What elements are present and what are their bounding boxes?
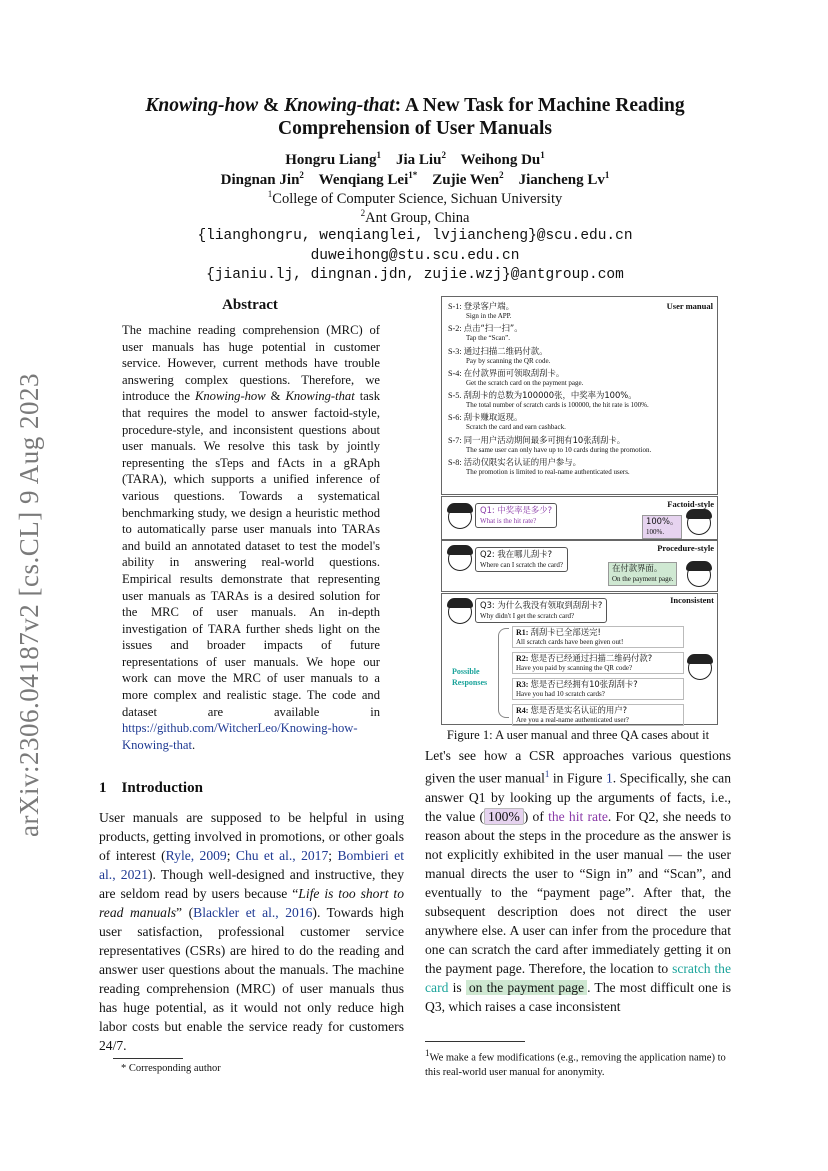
author: Dingnan Jin <box>220 172 300 188</box>
title-rest: : A New Task for Machine Reading <box>394 95 685 116</box>
possible-responses-label: Possible Responses <box>452 667 488 687</box>
response-item: R4: 您是否是实名认证的用户? Are you a real-name authenticated user? <box>512 704 684 726</box>
author: Weihong Du <box>460 152 541 168</box>
step-zh: 登录客户端。 <box>463 301 514 311</box>
step-id: S-4: <box>448 368 464 378</box>
manual-step <box>448 435 710 455</box>
a1-box: 100%。 100%. <box>642 515 682 539</box>
step-id: S-6: <box>448 413 464 423</box>
step-zh: 同一用户活动期间最多可拥有10张刮刮卡。 <box>463 434 626 445</box>
step-en: Scratch the card and earn cashback. <box>466 423 566 432</box>
author: Hongru Liang <box>285 152 377 168</box>
paper-title <box>110 94 720 140</box>
step-zh: 活动仅限实名认证的用户参与。 <box>463 457 581 468</box>
title-line2: Comprehension of User Manuals <box>278 118 552 139</box>
arxiv-identifier: arXiv:2306.04187v2 [cs.CL] 9 Aug 2023 <box>14 373 44 837</box>
user-avatar-icon <box>448 547 472 571</box>
right-paragraph: Let's see how a CSR approaches various questions given the user manual$^1$ in Figure 1. Specifically, she can answer Q1 by looking up the arguments of facts, i.e., the value ( 100% ) of the hit rate. For Q2, she needs to reason about the steps in the procedure as the answer is not explicitly exhibited in the user manual — the user manual directs the user to “Sign in” and “Scan”, and eventually to the “payment page”. After that, the subsequent description does not direct the user anywhere else. A user can infer from the procedure that one can scratch the card after immediately getting it on the payment page. Therefore, the location to scratch the card is on the payment page . The most difficult one is Q3, which raises a case inconsistent <box>425 748 732 1014</box>
procedure-label: Procedure-style <box>657 543 714 553</box>
footnote-right: $^1$We make a few modifications (e.g., removing the application name) to this real-world user manual for anonymity. <box>425 1048 726 1078</box>
code-link[interactable]: https://github.com/WitcherLeo/Knowing-how-Knowing-that <box>122 721 358 752</box>
step-id: S-2: <box>448 324 464 334</box>
step-en: Sign in the APP. <box>466 312 512 320</box>
authors-line2: Dingnan Jin$^2$ Wenqiang Lei$^{1*}$ Zujie Wen$^2$ Jiancheng Lv$^1$ <box>220 170 610 188</box>
step-zh: 在付款界面可领取刮刮卡。 <box>463 367 565 378</box>
factoid-label: Factoid-style <box>667 499 714 509</box>
step-en: Get the scratch card on the payment page. <box>466 378 584 387</box>
step-en: The same user can only have up to 10 cards during the promotion. <box>466 445 652 454</box>
title-amp: & <box>258 95 285 116</box>
step-id: S-5. <box>448 391 464 401</box>
manual-label: User manual <box>666 301 713 311</box>
footnote-left: * Corresponding author <box>121 1063 221 1074</box>
title-italic-b: Knowing-that <box>284 95 395 116</box>
value-highlight: 100% <box>484 808 524 825</box>
affiliation-1: $^1$College of Computer Science, Sichuan University <box>267 189 563 207</box>
a2-box: 在付款界面。 On the payment page. <box>608 562 677 586</box>
step-en: Pay by scanning the QR code. <box>466 356 551 365</box>
authors-line1: Hongru Liang$^1$ Jia Liu$^2$ Weihong Du$^1$ <box>285 150 545 168</box>
step-zh: 点击“扫一扫”。 <box>463 323 523 334</box>
response-item: R3: 您是否已经拥有10张刮刮卡? Have you had 10 scratch cards? <box>512 678 684 700</box>
response-brace <box>498 628 509 718</box>
figure-ref[interactable]: 1 <box>605 770 613 786</box>
abstract-text: The machine reading comprehension (MRC) of user manuals has huge potential in customer service. However, current methods have trouble answering complex questions. Therefore, we introduce the Knowing-how & Knowing-that task that requires the model to answer factoid-style, procedure-style, and inconsistent questions about user manuals. We resolve this task by jointly representing the sTeps and fActs in a gRAph (TARA), which supports a unified inference of various questions. Towards a systematical benchmarking study, we design a heuristic method to automatically parse user manuals into TARAs and build an annotated dataset to test the model's ability in answering real-world questions. Empirical results demonstrate that representing user manuals as TARAs is a desired solution for the MRC of user manuals. An in-depth investigation of TARA further sheds light on the issues and broader impacts of future representations of user manuals. We hope our work can move the MRC of user manuals to a more complex and realistic stage. The code and dataset are available in https://github.com/WitcherLeo/Knowing-how-Knowing-that. <box>122 323 381 752</box>
abstract-heading: Abstract <box>222 297 278 313</box>
intro-paragraph: User manuals are supposed to be helpful in using products, getting involved in promotions, or other goals of interest (Ryle, 2009; Chu et al., 2017; Bombieri et al., 2021). Though well-designed and instructive, they are seldom read by users because “Life is too short to read manuals” (Blackler et al., 2016). Towards high user satisfaction, professional customer service representatives (CSRs) are hired to do the reading and answer user questions about the manuals. The machine reading comprehension (MRC) of user manuals thus has huge potential, as it would not only reduce high labor costs but enable the service ready for customers 24/7. <box>99 810 404 1053</box>
affiliation-2: $^2$Ant Group, China <box>360 208 470 226</box>
csr-avatar-icon <box>687 511 711 535</box>
author: Wenqiang Lei <box>318 172 409 188</box>
author: Zujie Wen <box>432 172 500 188</box>
author: Jia Liu <box>396 152 442 168</box>
q1-bubble: Q1: 中奖率是多少? What is the hit rate? <box>475 503 557 528</box>
step-id: S-3: <box>448 346 464 356</box>
step-zh: 通过扫描二维码付款。 <box>463 345 548 356</box>
inconsistent-box <box>441 593 718 725</box>
citation[interactable]: Blackler et al., 2016 <box>193 905 313 920</box>
manual-step <box>448 368 710 388</box>
step-id: S-7: <box>448 435 464 445</box>
manual-step <box>448 323 710 343</box>
scratch-phrase: scratch the card <box>425 960 732 995</box>
manual-steps <box>448 301 710 477</box>
response-item: R1: 刮刮卡已全部送完! All scratch cards have been given out! <box>512 626 684 648</box>
email-3: {jianiu.lj, dingnan.jdn, zujie.wzj}@antgroup.com <box>206 267 624 283</box>
step-en: Tap the “Scan”. <box>466 334 511 343</box>
csr-avatar-icon <box>687 563 711 587</box>
manual-step <box>448 412 710 432</box>
section-heading: 1 Introduction <box>99 780 203 796</box>
footnote-rule <box>113 1058 183 1059</box>
manual-step <box>448 301 710 321</box>
step-en: The promotion is limited to real-name authenticated users. <box>466 468 630 477</box>
manual-step <box>448 457 710 477</box>
citation[interactable]: Ryle, 2009 <box>165 848 227 863</box>
location-highlight: on the payment page <box>466 980 587 995</box>
user-manual-box <box>441 296 718 495</box>
step-id: S-1: <box>448 302 464 311</box>
step-en: The total number of scratch cards is 100000, the hit rate is 100%. <box>466 401 649 410</box>
step-id: S-8: <box>448 458 464 468</box>
factoid-box <box>441 496 718 540</box>
user-avatar-icon <box>448 600 472 624</box>
response-item: R2: 您是否已经通过扫描二维码付款? Have you paid by scanning the QR code? <box>512 652 684 674</box>
q3-bubble: Q3: 为什么我没有领取到刮刮卡? Why didn't I get the scratch card? <box>475 598 607 623</box>
manual-step <box>448 390 710 410</box>
inconsistent-label: Inconsistent <box>670 595 714 605</box>
email-1: {lianghongru, wenqianglei, lvjiancheng}@scu.edu.cn <box>197 228 633 244</box>
figure-caption: Figure 1: A user manual and three QA cases about it <box>446 728 710 742</box>
citation[interactable]: Chu et al., 2017 <box>235 848 329 863</box>
csr-avatar-icon <box>688 656 712 680</box>
author: Jiancheng Lv <box>518 172 605 188</box>
manual-step <box>448 346 710 366</box>
step-zh: 刮卡赚取返现。 <box>463 412 523 423</box>
procedure-box <box>441 540 718 592</box>
step-zh: 刮刮卡的总数为100000张，中奖率为100%。 <box>463 390 637 401</box>
q2-bubble: Q2: 我在哪儿刮卡? Where can I scratch the card? <box>475 547 568 572</box>
hit-rate-phrase: the hit rate <box>548 808 608 824</box>
footnote-rule <box>425 1041 525 1042</box>
responses-list <box>512 626 684 726</box>
citation[interactable]: Bombieri et al., 2021 <box>99 848 404 882</box>
email-2: duweihong@stu.scu.edu.cn <box>310 248 520 264</box>
title-italic-a: Knowing-how <box>145 95 259 116</box>
user-avatar-icon <box>448 505 472 529</box>
